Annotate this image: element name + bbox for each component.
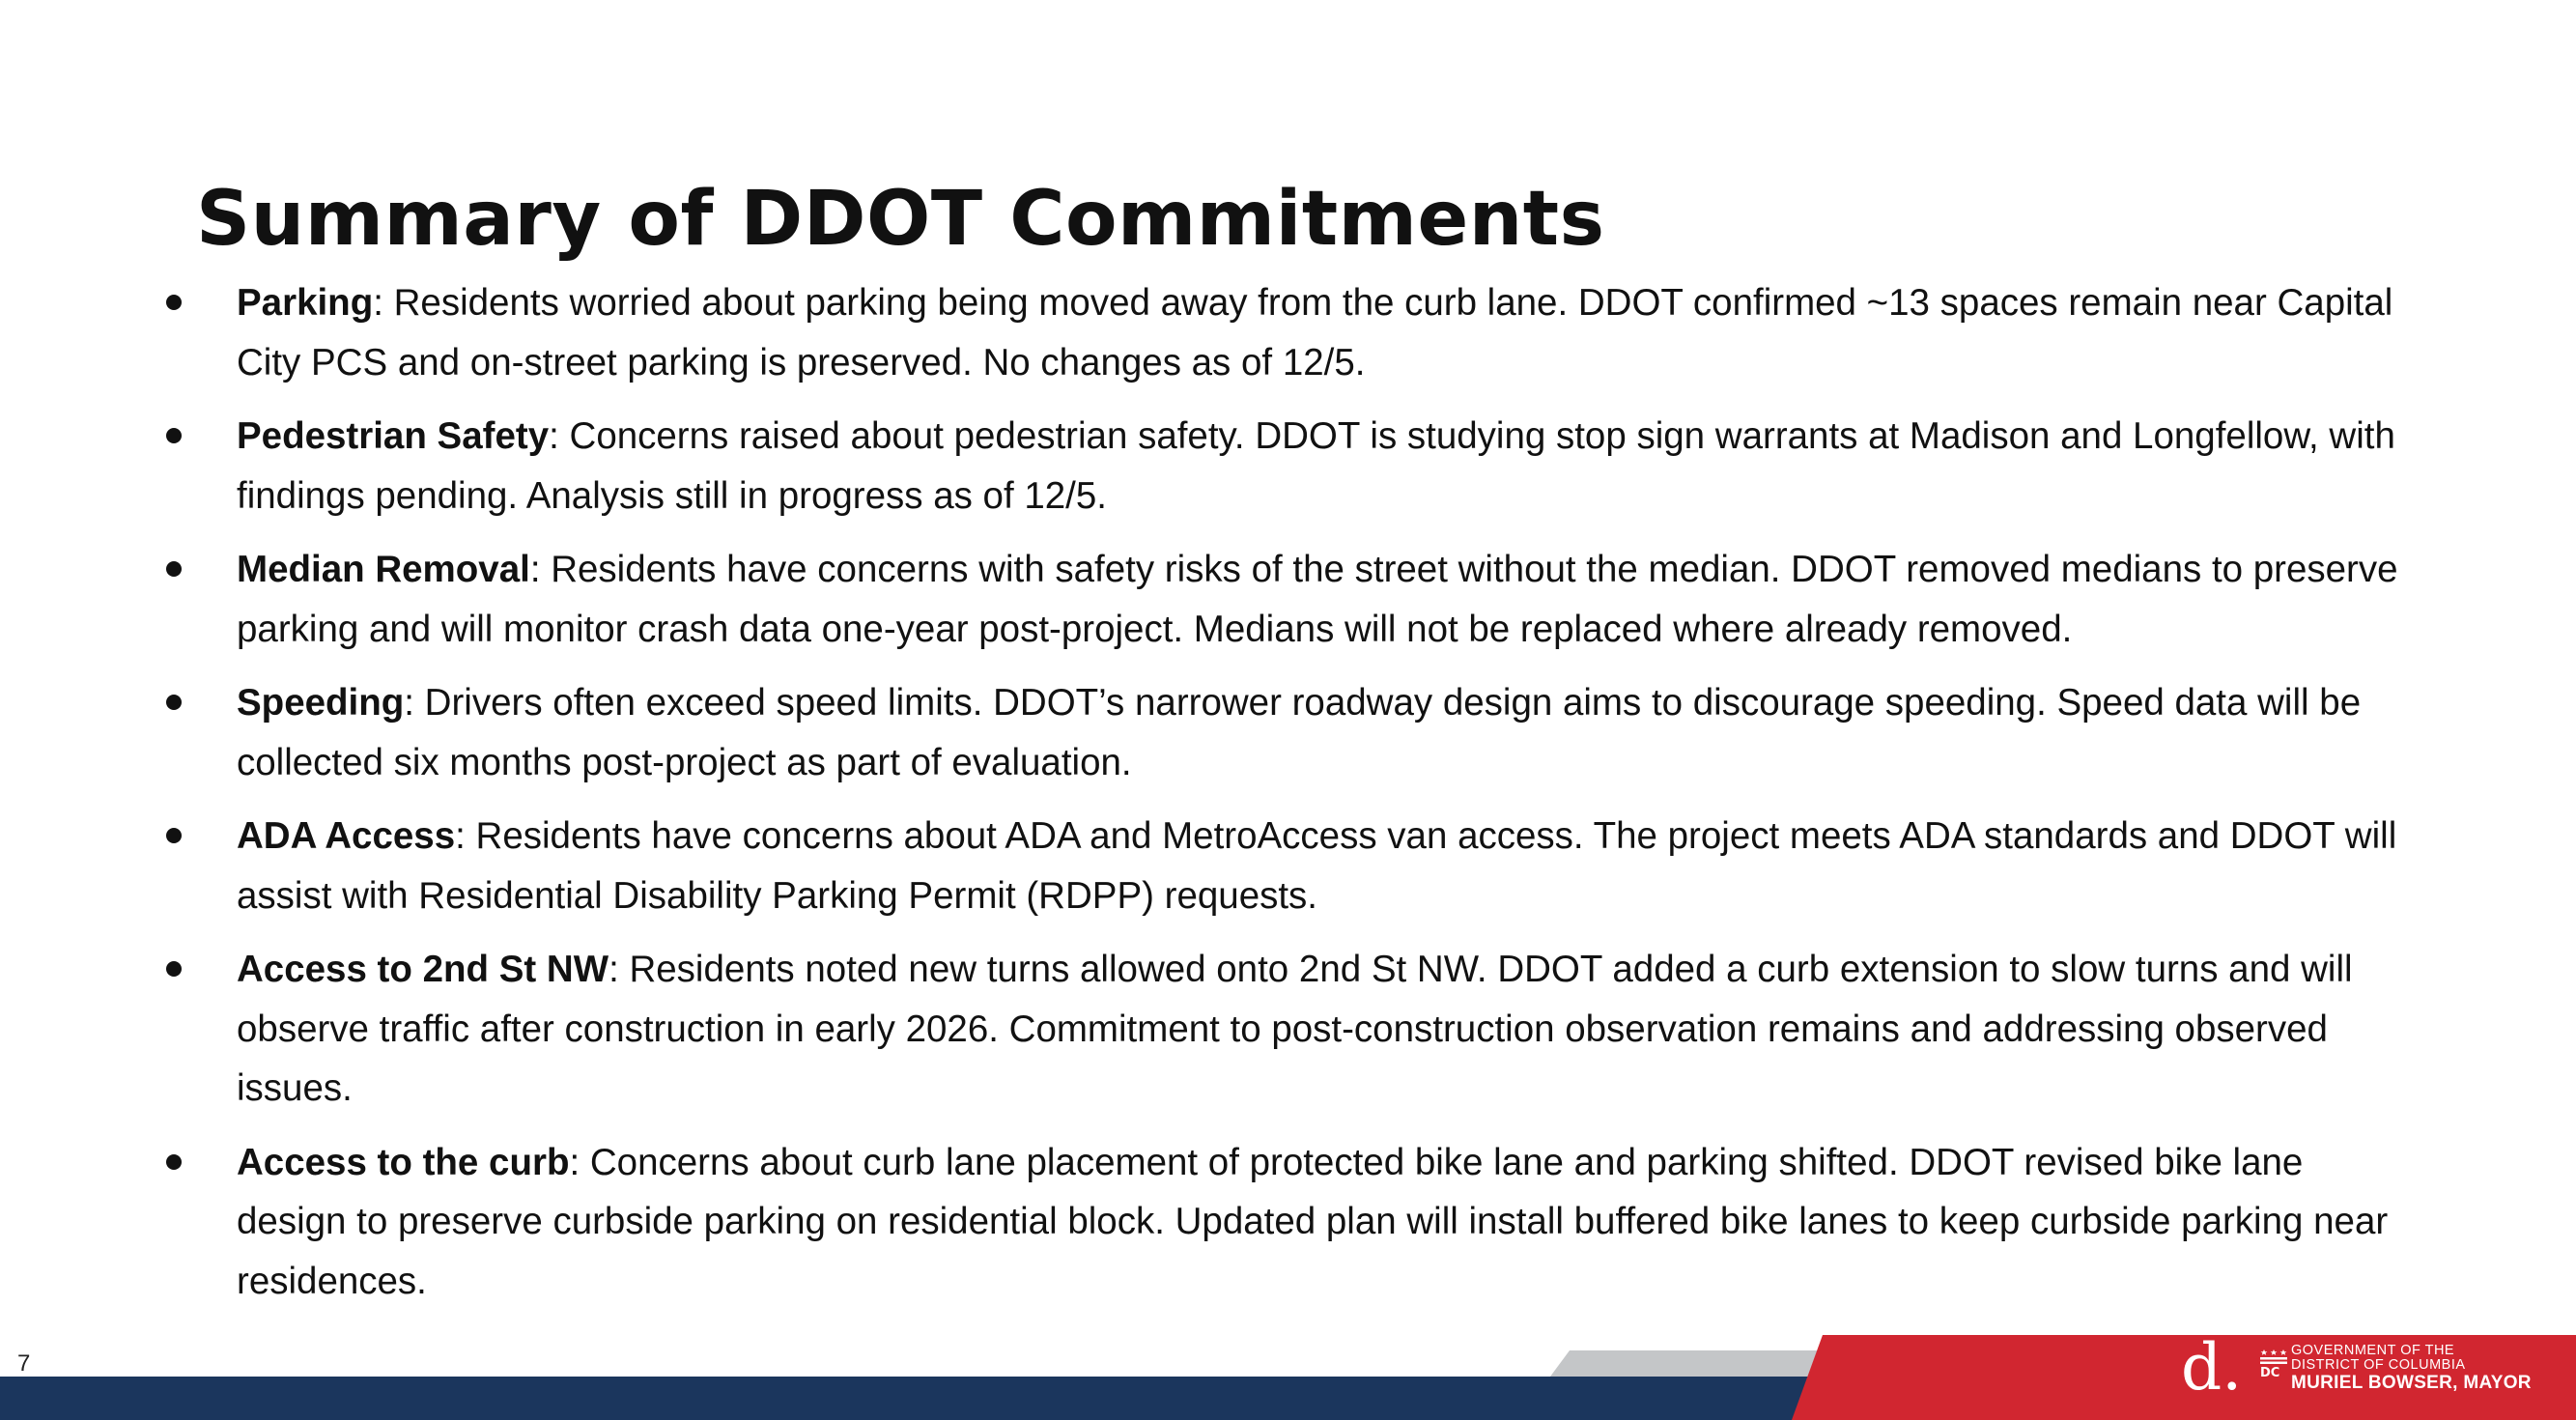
bullet-dot-icon xyxy=(166,828,182,843)
bullet-dot-icon xyxy=(166,428,182,443)
bullet-median-removal xyxy=(164,540,2415,659)
bullet-text: : Residents have concerns with safety risks of the street without the median. DDOT removed medians to preserve parking and will monitor crash data one-year post-project. Medians will not be replaced where already removed. xyxy=(237,549,2398,650)
bullet-text: : Drivers often exceed speed limits. DDOT’s narrower roadway design aims to discourage speeding. Speed data will be collected six months post-project as part of evaluation. xyxy=(237,682,2362,783)
mayor-name: MURIEL BOWSER, MAYOR xyxy=(2291,1373,2532,1393)
bullet-label: Access to the curb xyxy=(237,1141,570,1183)
bullet-speeding xyxy=(164,673,2415,792)
bullet-ada-access xyxy=(164,807,2415,925)
page-title: Summary of DDOT Commitments xyxy=(196,176,1605,263)
dc-logo-letter: d. xyxy=(2181,1330,2243,1405)
bullet-dot-icon xyxy=(166,561,182,577)
bullet-pedestrian-safety xyxy=(164,407,2415,525)
dc-mark: DC xyxy=(2260,1366,2280,1377)
footer-gray-band xyxy=(1550,1350,1840,1377)
bullet-dot-icon xyxy=(166,961,182,977)
bullet-access-curb xyxy=(164,1133,2415,1312)
bullet-label: Median Removal xyxy=(237,549,530,590)
govt-line-2: DISTRICT OF COLUMBIA xyxy=(2291,1357,2466,1373)
bullet-label: ADA Access xyxy=(237,815,456,857)
bullet-text: : Concerns raised about pedestrian safety. DDOT is studying stop sign warrants at Madison and Longfellow, with findings pending. Analysis still in progress as of 12/5. xyxy=(237,415,2395,517)
dc-flag-icon xyxy=(2260,1349,2287,1377)
bullet-text: : Concerns about curb lane placement of protected bike lane and parking shifted. DDOT revised bike lane design to preserve curbside parking on residential block. Updated plan will install buffered bike lanes to keep curbside parking near residences. xyxy=(237,1141,2389,1302)
commitments-list xyxy=(164,273,2415,1325)
bullet-label: Access to 2nd St NW xyxy=(237,949,609,990)
bullet-text: : Residents noted new turns allowed onto 2nd St NW. DDOT added a curb extension to slow turns and will observe traffic after construction in early 2026. Commitment to post-construction observation remains and addressing observed issues. xyxy=(237,949,2353,1109)
bullet-dot-icon xyxy=(166,695,182,710)
dc-government-wordmark xyxy=(2291,1344,2532,1394)
bullet-dot-icon xyxy=(166,295,182,310)
bullet-text: : Residents worried about parking being moved away from the curb lane. DDOT confirmed ~13 spaces remain near Capital City PCS and on-street parking is preserved. No changes as of 12/5. xyxy=(237,282,2393,383)
govt-line-1: GOVERNMENT OF THE xyxy=(2291,1343,2455,1358)
page-number: 7 xyxy=(17,1350,31,1377)
bullet-label: Parking xyxy=(237,282,374,324)
bullet-dot-icon xyxy=(166,1154,182,1170)
bullet-access-2nd-st xyxy=(164,940,2415,1119)
bullet-label: Speeding xyxy=(237,682,405,724)
bullet-label: Pedestrian Safety xyxy=(237,415,550,457)
bullet-parking xyxy=(164,273,2415,392)
bullet-text: : Residents have concerns about ADA and MetroAccess van access. The project meets ADA standards and DDOT will assist with Residential Disability Parking Permit (RDPP) requests. xyxy=(237,815,2397,917)
